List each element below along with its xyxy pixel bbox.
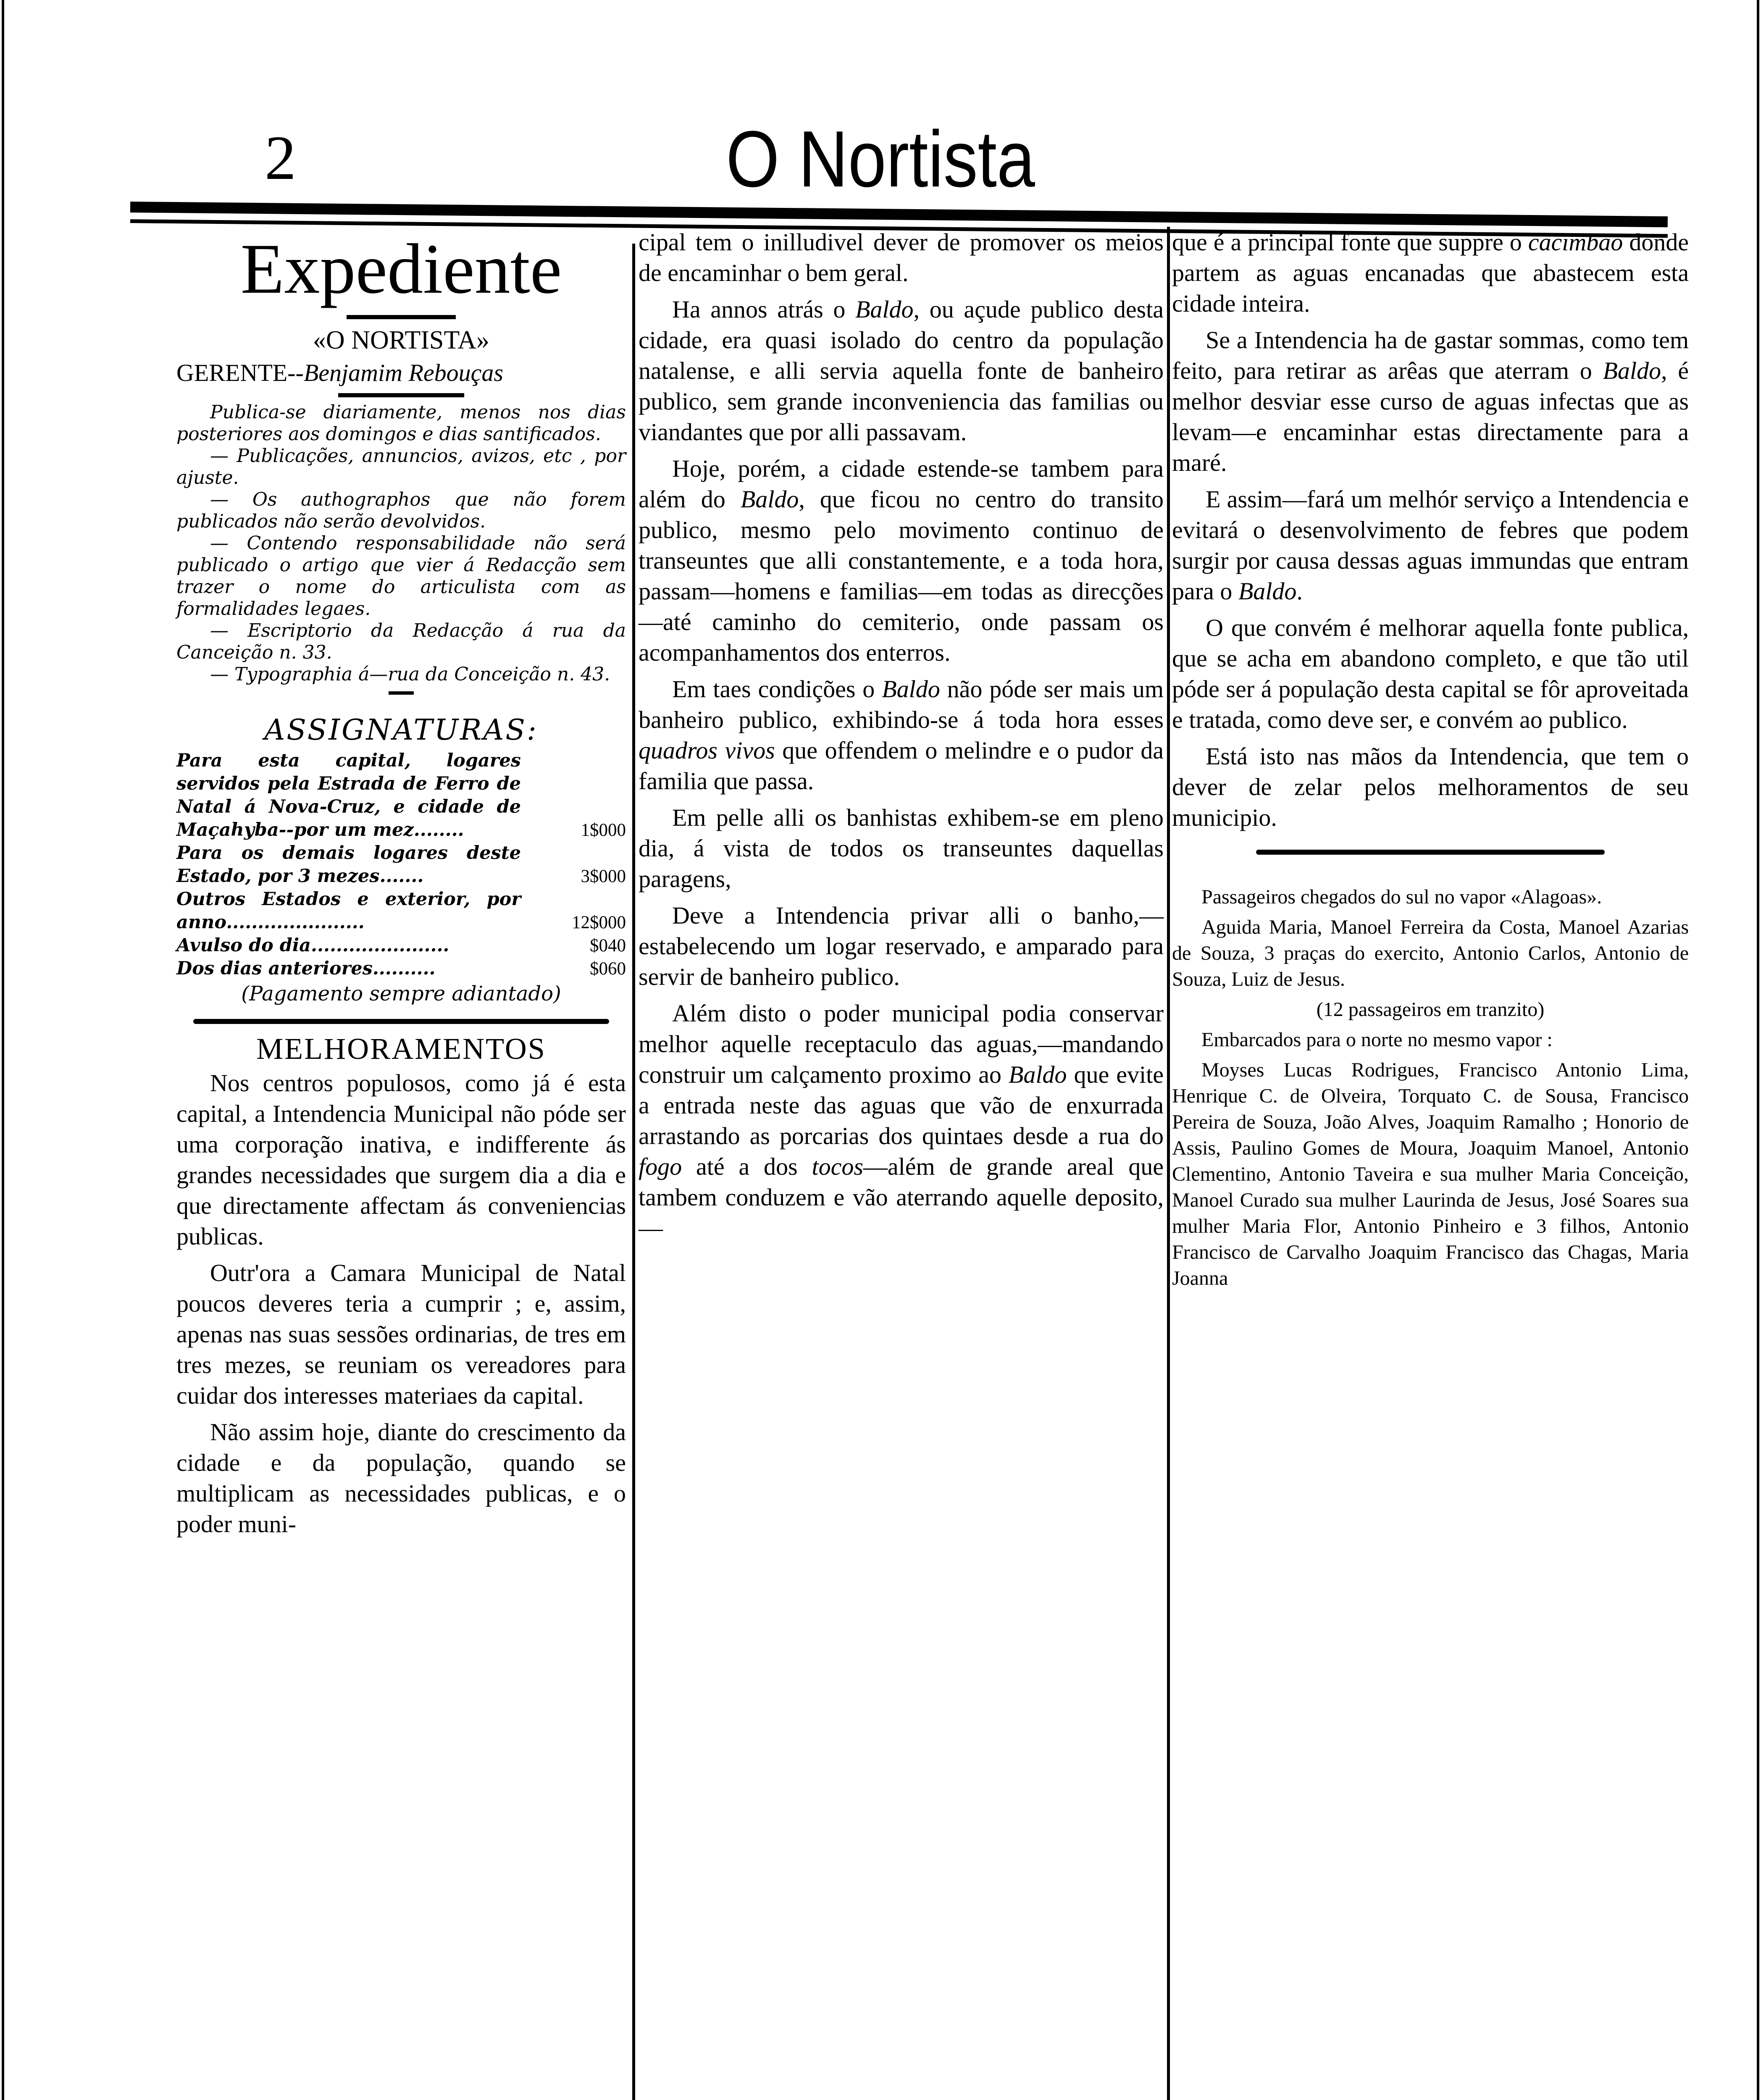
divider xyxy=(347,315,456,319)
page-edge-right xyxy=(1757,0,1759,2100)
notice-item: — Publicações, annuncios, avizos, etc , por ajuste. xyxy=(176,445,626,488)
rate-row xyxy=(176,888,626,934)
emphasis: cacimbão xyxy=(1528,228,1623,256)
article-paragraph: Ha annos atrás o Baldo, ou açude publico desta cidade, era quasi isolado do centro da população natalense, e alli servia aquella fonte de banheiro publico, sem grande inconveniencia das familias ou viandantes que por alli passavam. xyxy=(639,296,1164,446)
rate-price: 1$000 xyxy=(581,820,626,840)
article-paragraph: O que convém é melhorar aquella fonte publica, que se acha em abandono completo, e que tão util póde ser á população desta capital se fôr aproveitada e tratada, como deve ser, e convém ao publico. xyxy=(1172,614,1689,733)
column-divider-2 xyxy=(1167,227,1170,2100)
emphasis: Baldo xyxy=(1008,1061,1067,1088)
rate-row xyxy=(176,749,626,842)
ornamental-divider xyxy=(1256,850,1605,855)
emphasis: Baldo xyxy=(740,486,799,513)
paper-name: «O NORTISTA» xyxy=(313,326,490,354)
passengers-arrived: Aguida Maria, Manoel Ferreira da Costa, Manoel Azarias de Souza, 3 praças do exercito, Antonio Carlos, Antonio de Souza, Luiz de Jesus. xyxy=(1172,916,1689,990)
emphasis: quadros vivos xyxy=(639,737,775,764)
article-paragraph: Hoje, porém, a cidade estende-se tambem para além do Baldo, que ficou no centro do transito publico, mesmo pelo movimento continuo de transeuntes que alli constantemente, e a toda hora, passam—homens e familias—em todas as direcções—até caminho do cemiterio, onde passam os acompanhamentos dos enterros. xyxy=(639,455,1164,666)
emphasis: fogo xyxy=(639,1153,682,1180)
expediente-title: Expediente xyxy=(240,229,562,308)
article-paragraph: Em pelle alli os banhistas exhibem-se em pleno dia, á vista de todos os transeuntes daquellas paragens, xyxy=(639,804,1164,892)
ornamental-divider xyxy=(193,1019,609,1024)
manager-line xyxy=(176,357,626,389)
article-paragraph: Deve a Intendencia privar alli o banho,—estabelecendo um logar reservado, e amparado para servir de banheiro publico. xyxy=(639,902,1164,990)
notice-item: Publica-se diariamente, menos nos dias posteriores aos domingos e dias santificados. xyxy=(176,402,626,445)
transit-note: (12 passageiros em tranzito) xyxy=(1316,998,1545,1021)
rate-row xyxy=(176,957,626,980)
emphasis: Baldo xyxy=(855,296,914,323)
article-paragraph: Não assim hoje, diante do crescimento da cidade e da população, quando se multiplicam as necessidades publicas, e o poder muni- xyxy=(176,1418,626,1538)
article-paragraph: Está isto nas mãos da Intendencia, que tem o dever de zelar pelos melhoramentos de seu municipio. xyxy=(1172,743,1689,831)
rate-description: Outros Estados e exterior, por anno...................... xyxy=(176,889,521,933)
article-paragraph: cipal tem o inilludivel dever de promover os meios de encaminhar o bem geral. xyxy=(639,228,1164,286)
emphasis: Baldo xyxy=(882,675,940,703)
passengers-section xyxy=(1172,884,1689,1292)
rate-price: $060 xyxy=(590,959,626,979)
article-paragraph: Nos centros populosos, como já é esta capital, a Intendencia Municipal não póde ser uma corporação inativa, e indifferente ás grandes necessidades que surgem dia a dia e que directamente affectam ás conveniencias publicas. xyxy=(176,1069,626,1250)
page-edge-left xyxy=(2,0,4,2100)
article-body-left xyxy=(176,1068,626,1539)
assignaturas-title: ASSIGNATURAS: xyxy=(264,714,538,747)
notices xyxy=(176,402,626,685)
column-middle xyxy=(639,227,1164,1249)
manager-label: GERENTE-- xyxy=(176,359,304,386)
passengers-intro: Passageiros chegados do sul no vapor «Alagoas». xyxy=(1201,886,1602,908)
manager-name: Benjamim Rebouças xyxy=(303,359,503,386)
rate-description: Para esta capital, logares servidos pela Estrada de Ferro de Natal á Nova-Cruz, e cidade de Maçahyba--por um mez........ xyxy=(176,750,521,840)
divider xyxy=(338,393,464,397)
notice-item: — Os authographos que não forem publicados não serão devolvidos. xyxy=(176,489,626,532)
article-paragraph: Se a Intendencia ha de gastar sommas, como tem feito, para retirar as arêas que aterram o Baldo, é melhor desviar esse curso de aguas infectas que as levam—e encaminhar estas directamente para a maré. xyxy=(1172,326,1689,476)
notice-item: — Typographia á—rua da Conceição n. 43. xyxy=(210,664,610,685)
column-right xyxy=(1172,227,1689,1296)
masthead-title: O Nortista xyxy=(726,115,1035,204)
divider xyxy=(389,691,414,695)
rate-price: 3$000 xyxy=(581,866,626,886)
emphasis: Baldo xyxy=(1603,357,1661,384)
page-number: 2 xyxy=(265,123,296,193)
rates-footnote: (Pagamento sempre adiantado) xyxy=(241,982,561,1005)
notice-item: — Escriptorio da Redacção á rua da Canceição n. 33. xyxy=(176,620,626,663)
article-title: MELHORAMENTOS xyxy=(256,1032,546,1066)
emphasis: tocos xyxy=(812,1153,863,1180)
rates-table xyxy=(176,749,626,980)
notice-item: — Contendo responsabilidade não será publicado o artigo que vier á Redacção sem trazer o nome do articulista com as formalidades legaes. xyxy=(176,533,626,620)
rate-description: Avulso do dia...................... xyxy=(176,935,449,956)
article-paragraph: E assim—fará um melhór serviço a Intendencia e evitará o desenvolvimento de febres que podem surgir por causa dessas aguas immundas que entram para o Baldo. xyxy=(1172,486,1689,605)
emphasis: Baldo xyxy=(1238,578,1297,605)
rate-description: Dos dias anteriores.......... xyxy=(176,958,436,979)
article-paragraph: que é a principal fonte que suppre o cacimbão donde partem as aguas encanadas que abastecem esta cidade inteira. xyxy=(1172,228,1689,317)
column-divider-1 xyxy=(632,244,635,2100)
article-paragraph: Outr'ora a Camara Municipal de Natal poucos deveres teria a cumprir ; e, assim, apenas nas suas sessões ordinarias, de tres em tres mezes, se reuniam os vereadores para cuidar dos interesses materiaes da capital. xyxy=(176,1259,626,1409)
rate-price: $040 xyxy=(590,936,626,956)
rate-price: 12$000 xyxy=(572,913,626,932)
article-paragraph: Além disto o poder municipal podia conservar melhor aquelle receptaculo das aguas,—mandando construir um calçamento proximo ao Baldo que evite a entrada neste das aguas que vão de enxurrada arrastando as porcarias dos quintaes desde a rua do fogo até a dos tocos—além de grande areal que tambem conduzem e vão aterrando aquelle deposito,— xyxy=(639,1000,1164,1242)
article-body-right xyxy=(1172,227,1689,833)
article-paragraph: Em taes condições o Baldo não póde ser mais um banheiro publico, exhibindo-se á toda hora esses quadros vivos que offendem o melindre e o pudor da familia que passa. xyxy=(639,675,1164,795)
passengers-departed: Moyses Lucas Rodrigues, Francisco Antonio Lima, Henrique C. de Olveira, Torquato C. de Sousa, Francisco Pereira de Souza, João Alves, Joaquim Ramalho ; Honorio de Assis, Paulino Gomes de Moura, Joaquim Manoel, Antonio Clementino, Antonio Taveira e sua mulher Maria Conceição, Manoel Curado sua mulher Laurinda de Jesus, José Soares sua mulher Maria Flor, Antonio Pinheiro e 3 filhos, Antonio Francisco de Carvalho Joaquim Francisco das Chagas, Maria Joanna xyxy=(1172,1059,1689,1289)
column-left xyxy=(176,227,626,1545)
rate-description: Para os demais logares deste Estado, por 3 mezes....... xyxy=(176,843,521,887)
passengers-departed-intro: Embarcados para o norte no mesmo vapor : xyxy=(1201,1029,1553,1051)
rate-row xyxy=(176,842,626,888)
rate-row xyxy=(176,934,626,957)
article-body-middle xyxy=(639,227,1164,1243)
